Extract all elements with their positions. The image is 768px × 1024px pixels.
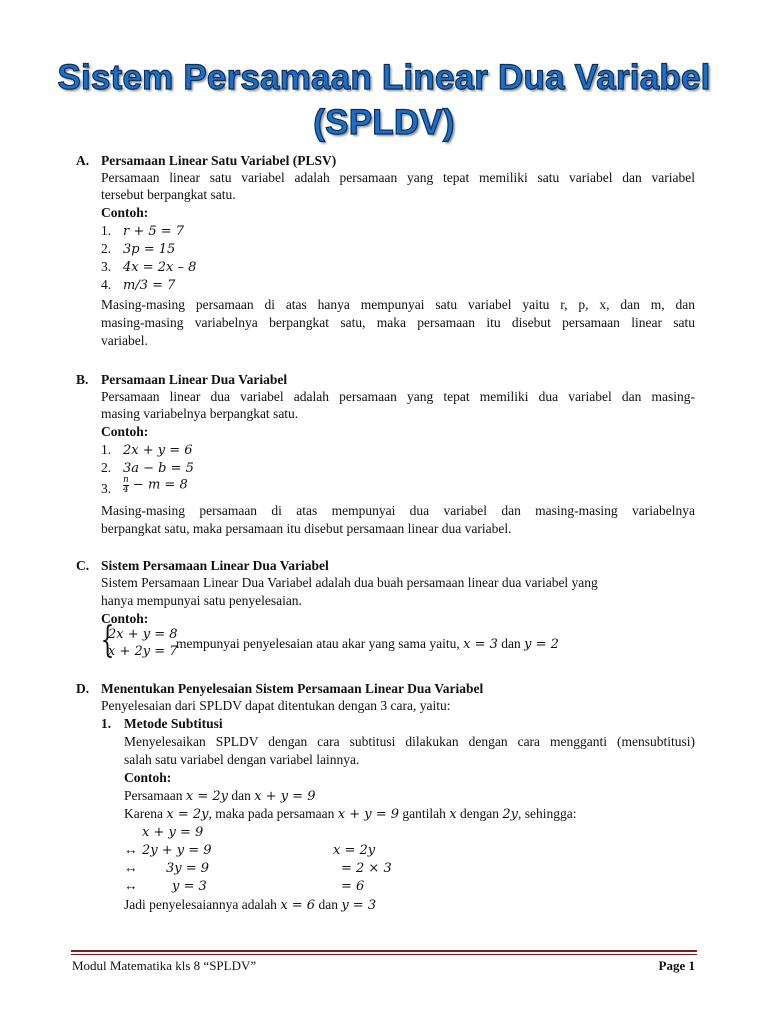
section-b-item-3-eq (123, 476, 188, 495)
equation-rest: − m = 8 (128, 477, 188, 493)
section-a-item-1-num: 1. (101, 223, 112, 238)
conclusion (124, 897, 376, 913)
section-a-heading: Persamaan Linear Satu Variabel (PLSV) (101, 153, 337, 168)
method-para-line2: salah satu variabel dengan variabel lainnya. (124, 752, 360, 767)
section-b-para1-line1: Persamaan linear dua variabel adalah persamaan yang tepat memiliki dua variabel dan masing- (101, 389, 695, 404)
arrow-icon: ↔ (124, 842, 138, 857)
section-b-heading: Persamaan Linear Dua Variabel (101, 372, 288, 387)
text: Persamaan (124, 788, 183, 803)
conjunction: dan (501, 636, 521, 651)
section-b-item-2-eq: 3a − b = 5 (123, 461, 194, 476)
text: Karena (124, 806, 163, 821)
method-title: Metode Subtitusi (124, 716, 223, 731)
equation: x = 2y (185, 789, 228, 804)
solution-y: y = 2 (524, 637, 559, 652)
section-c-para1-line2: hanya mempunyai satu penyelesaian. (101, 593, 302, 608)
method-num: 1. (101, 716, 112, 731)
solution-x: x = 6 (280, 898, 316, 913)
text: , sehingga: (518, 806, 577, 821)
system-eq-1: 2x + y = 8 (108, 627, 178, 642)
right-step-1: x = 2y (333, 843, 376, 858)
right-step-3: = 6 (341, 879, 365, 894)
section-a-contoh: Contoh: (101, 205, 149, 220)
solution-y: y = 3 (341, 898, 377, 913)
section-c-contoh: Contoh: (101, 611, 149, 626)
page-title: Sistem Persamaan Linear Dua Variabel (57, 58, 711, 97)
equation: x = 2y (166, 807, 209, 822)
equation: x + y = 9 (337, 807, 400, 822)
section-b-para2-line1: Masing-masing persamaan di atas mempunyai dua variabel dan masing-masing variabelnya (101, 503, 695, 518)
section-b-item-1-num: 1. (101, 442, 112, 457)
page-number: Page 1 (658, 958, 695, 973)
section-a-item-1-eq: r + 5 = 7 (123, 224, 185, 239)
conjunction: dan (231, 788, 251, 803)
step-1: 2y + y = 9 (142, 843, 212, 858)
section-d-letter: D. (76, 681, 90, 696)
step-0: x + y = 9 (142, 825, 204, 840)
step-2: 3y = 9 (166, 861, 210, 876)
section-a-item-4-eq: m/3 = 7 (123, 278, 176, 293)
section-b-letter: B. (76, 372, 89, 387)
section-c-para1-line1: Sistem Persamaan Linear Dua Variabel adalah dua buah persamaan linear dua variabel yang (101, 575, 598, 590)
section-a-item-3-num: 3. (101, 259, 112, 274)
section-c-heading: Sistem Persamaan Linear Dua Variabel (101, 558, 329, 573)
section-b-para2-line2: berpangkat satu, maka persamaan itu disebut persamaan linear dua variabel. (101, 521, 512, 536)
method-para-line1: Menyelesaikan SPLDV dengan cara subtitusi dilakukan dengan cara mengganti (mensubtitusi) (124, 734, 695, 749)
step-3: y = 3 (172, 879, 207, 894)
section-a-para1-line2: tersebut berpangkat satu. (101, 187, 236, 202)
right-step-2: = 2 × 3 (341, 861, 392, 876)
section-b-para1-line2: masing variabelnya berpangkat satu. (101, 406, 299, 421)
footer-rule-thin (71, 954, 697, 955)
section-d-heading: Menentukan Penyelesaian Sistem Persamaan Linear Dua Variabel (101, 681, 484, 696)
variable: x (449, 807, 457, 822)
conjunction: dan (318, 897, 338, 912)
solution-x: x = 3 (463, 637, 498, 652)
fraction-numerator: n (123, 475, 129, 485)
section-c-letter: C. (76, 558, 90, 573)
section-a-letter: A. (76, 153, 90, 168)
section-a-para2-line2: masing-masing variabelnya berpangkat satu, maka persamaan itu disebut persamaan linear satu (101, 315, 695, 330)
section-a-para2-line1: Masing-masing persamaan di atas hanya mempunyai satu variabel yaitu r, p, x, dan m, dan (101, 297, 695, 312)
equation: x + y = 9 (254, 789, 316, 804)
text: Jadi penyelesaiannya adalah (124, 897, 277, 912)
section-a-para2-line3: variabel. (101, 333, 148, 348)
section-a-item-4-num: 4. (101, 277, 112, 292)
fraction-denominator: 4 (123, 485, 129, 495)
section-a-item-2-eq: 3p = 15 (123, 242, 176, 257)
page-subtitle: (SPLDV) (313, 103, 455, 142)
section-d-intro: Penyelesaian dari SPLDV dapat ditentukan dengan 3 cara, yaitu: (101, 698, 451, 713)
arrow-icon: ↔ (124, 878, 138, 893)
brace-icon: { (100, 620, 115, 661)
variable: 2y (502, 807, 518, 822)
text: gantilah (402, 806, 446, 821)
arrow-icon: ↔ (124, 860, 138, 875)
section-a-item-2-num: 2. (101, 241, 112, 256)
section-b-item-1-eq: 2x + y = 6 (123, 443, 193, 458)
section-a-para1-line1: Persamaan linear satu variabel adalah persamaan yang tepat memiliki satu variabel dan variabel (101, 170, 695, 185)
example-line-1 (124, 788, 315, 804)
text: , maka pada persamaan (208, 806, 335, 821)
example-line-2 (124, 806, 577, 822)
section-b-contoh: Contoh: (101, 424, 149, 439)
system-text (176, 636, 559, 652)
section-a-item-3-eq: 4x = 2x – 8 (123, 260, 197, 275)
method-contoh: Contoh: (124, 770, 172, 785)
system-eq-2: x + 2y = 7 (108, 644, 178, 659)
footer-rule (71, 950, 697, 952)
text: dengan (460, 806, 499, 821)
section-b-item-3-num: 3. (101, 481, 112, 496)
system-description: mempunyai penyelesaian atau akar yang sama yaitu, (176, 636, 460, 651)
section-b-item-2-num: 2. (101, 460, 112, 475)
footer-left: Modul Matematika kls 8 “SPLDV” (72, 958, 257, 973)
